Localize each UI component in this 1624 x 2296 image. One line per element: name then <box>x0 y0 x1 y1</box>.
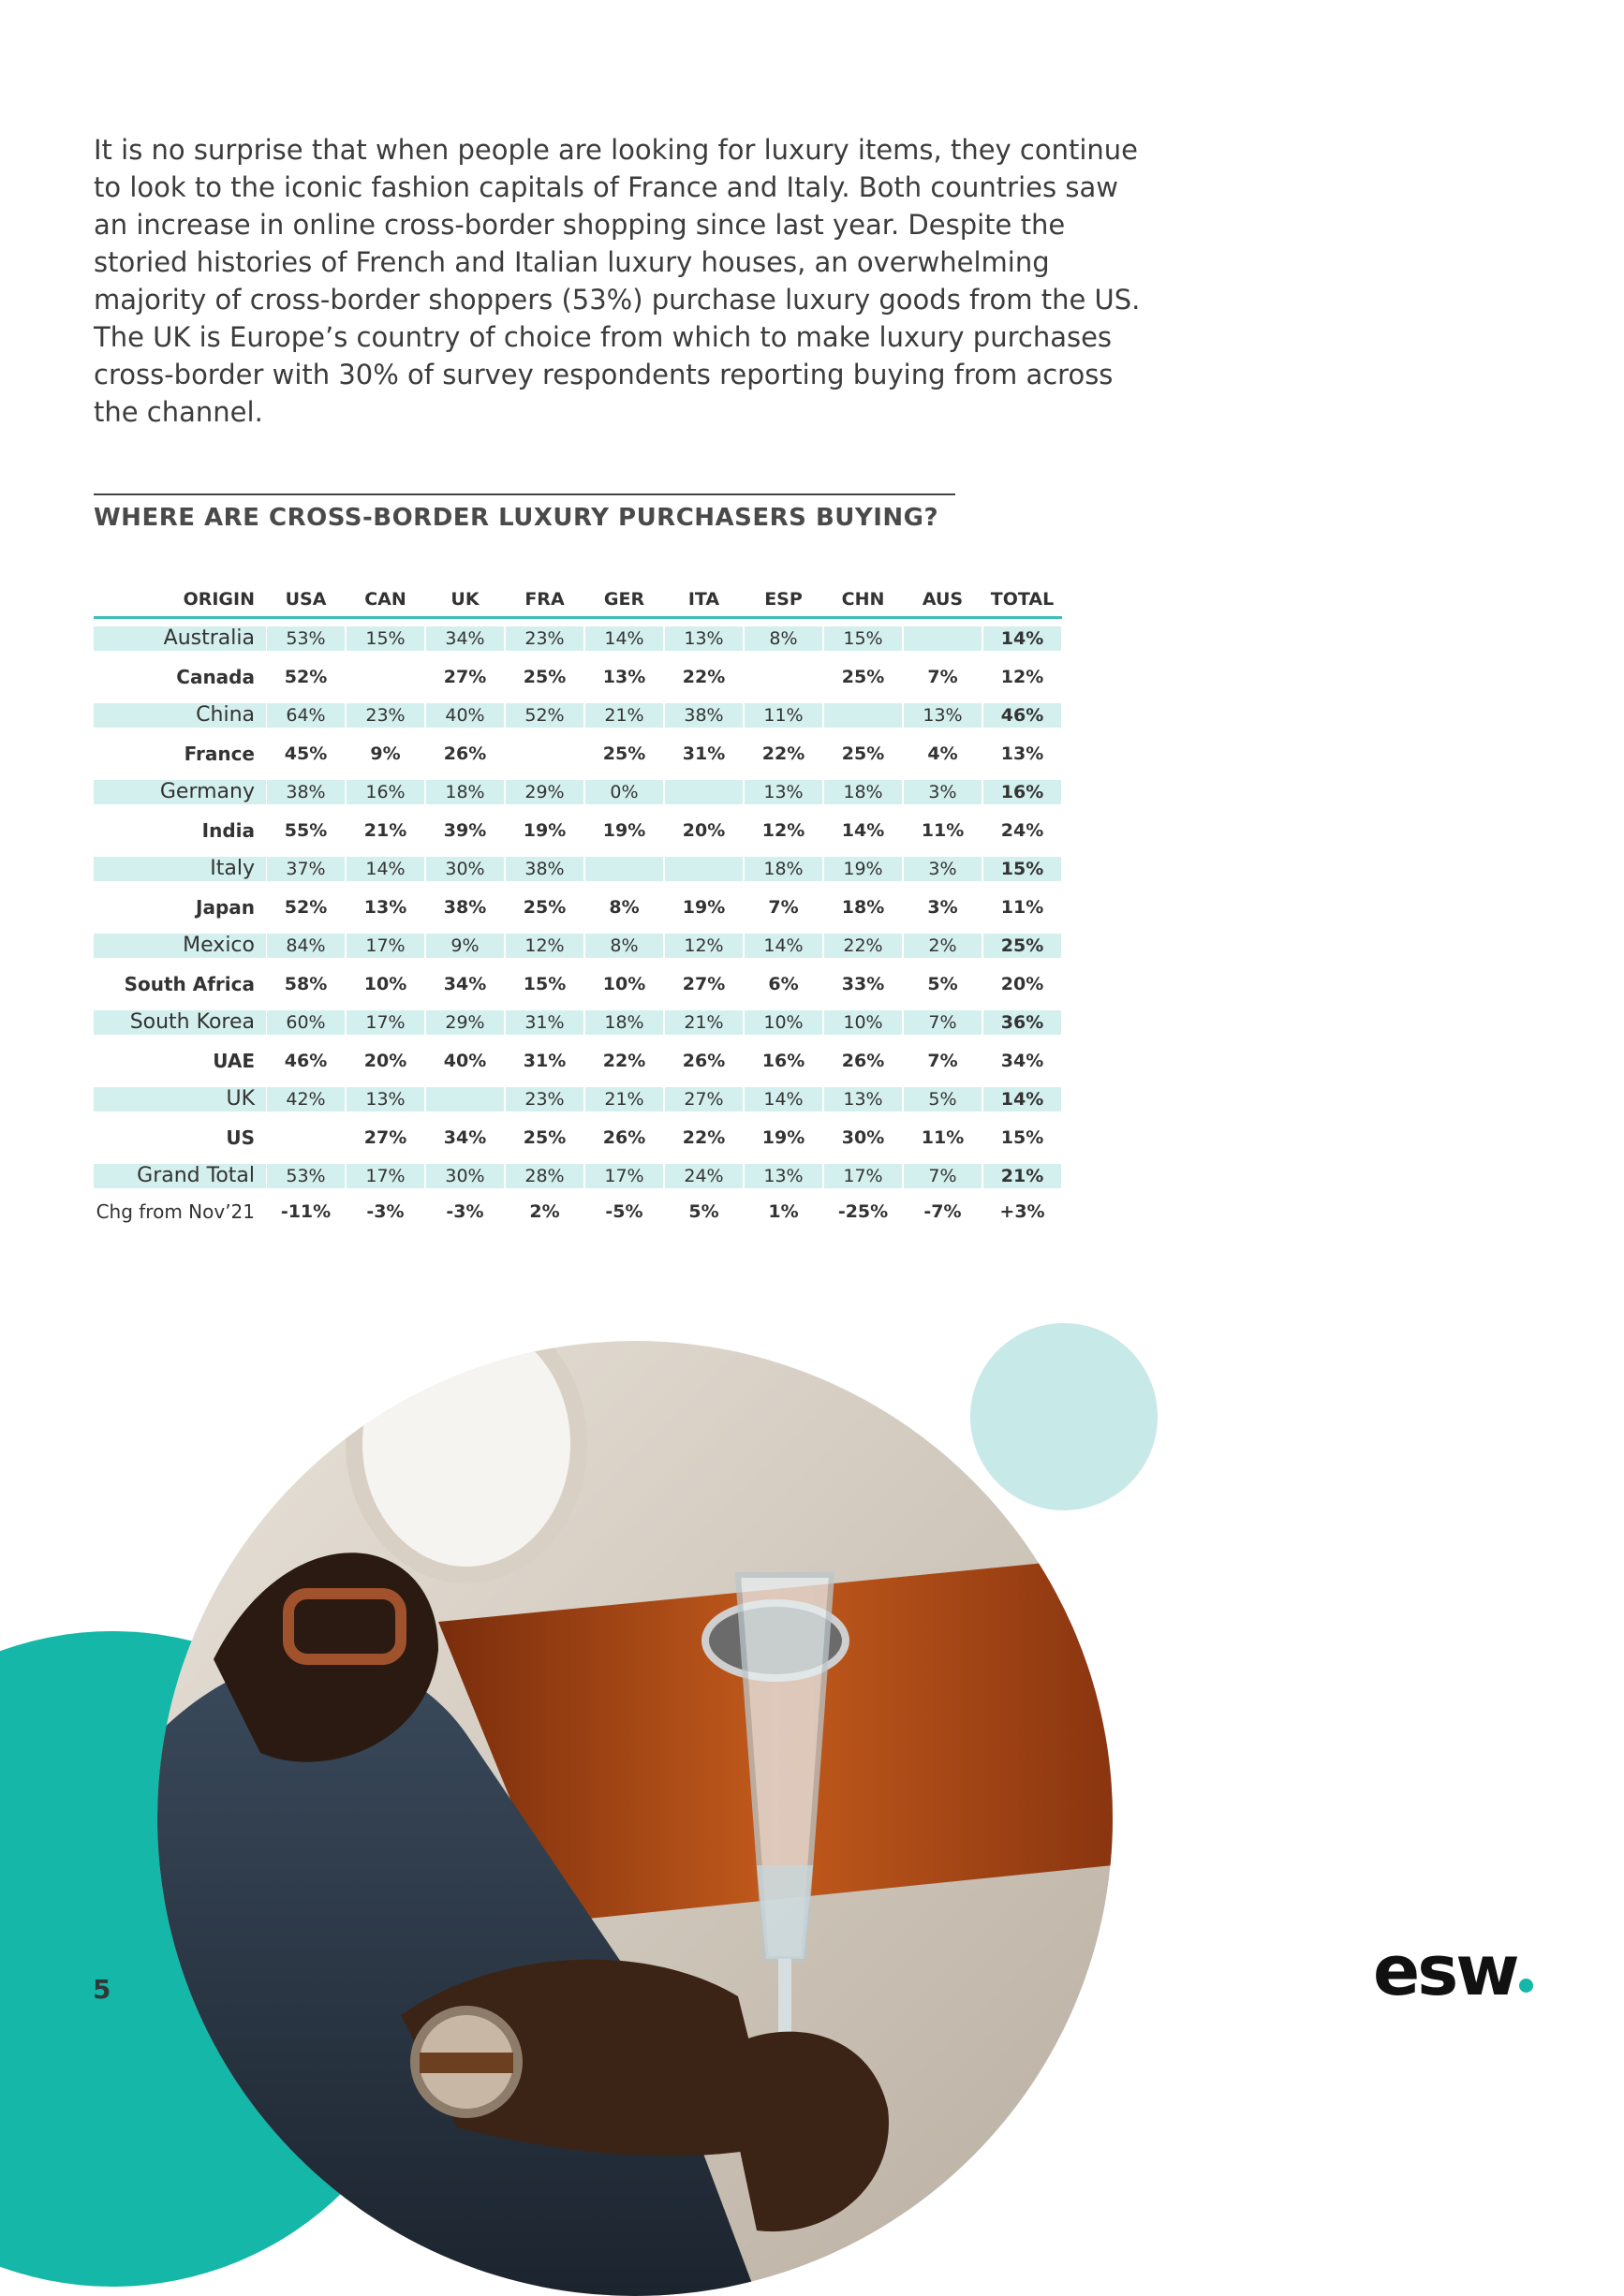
value-cell: 20% <box>682 819 726 841</box>
value-cell: 30% <box>425 849 505 888</box>
origin-cell: Grand Total <box>94 1156 266 1195</box>
value-cell: 29% <box>505 773 584 811</box>
value-cell: 40% <box>443 1050 487 1071</box>
value-cell: 22% <box>682 666 726 687</box>
value-cell: 18% <box>584 1003 664 1041</box>
value-cell: 13% <box>903 696 982 734</box>
table-row <box>94 619 1062 657</box>
value-cell: 27% <box>664 1080 744 1118</box>
value-cell <box>744 657 823 696</box>
value-cell: 38% <box>664 696 744 734</box>
origin-cell: Chg from Nov’21 <box>96 1200 255 1223</box>
value-cell: 37% <box>266 849 346 888</box>
value-cell: 60% <box>266 1003 346 1041</box>
value-cell: -3% <box>446 1201 484 1222</box>
origin-cell: China <box>94 696 266 734</box>
value-cell: 10% <box>823 1003 903 1041</box>
value-cell: 19% <box>602 819 646 841</box>
value-cell: 15% <box>823 619 903 657</box>
origin-cell: Australia <box>94 619 266 657</box>
value-cell: 14% <box>346 849 425 888</box>
value-cell: -11% <box>280 1201 332 1222</box>
value-cell: 1% <box>768 1201 799 1222</box>
value-cell: 14% <box>982 1080 1062 1118</box>
value-cell: 40% <box>425 696 505 734</box>
value-cell: 18% <box>823 773 903 811</box>
table-title: WHERE ARE CROSS-BORDER LUXURY PURCHASERS BUYING? <box>94 504 939 532</box>
value-cell <box>903 619 982 657</box>
value-cell: 58% <box>284 973 328 994</box>
value-cell: 8% <box>744 619 823 657</box>
value-cell <box>664 849 744 888</box>
value-cell: 53% <box>266 1156 346 1195</box>
value-cell: 53% <box>266 619 346 657</box>
value-cell: 31% <box>505 1003 584 1041</box>
value-cell: 3% <box>927 896 958 918</box>
value-cell: -7% <box>923 1201 962 1222</box>
value-cell: 34% <box>1000 1050 1044 1071</box>
value-cell: 14% <box>982 619 1062 657</box>
table-row <box>94 657 1062 696</box>
value-cell: 7% <box>927 666 958 687</box>
value-cell: 13% <box>823 1080 903 1118</box>
value-cell: 7% <box>927 1050 958 1071</box>
table-row <box>94 1195 1062 1229</box>
value-cell: 19% <box>823 849 903 888</box>
value-cell: 27% <box>443 666 487 687</box>
value-cell: 84% <box>266 926 346 964</box>
value-cell: 30% <box>425 1156 505 1195</box>
value-cell: 25% <box>841 743 885 764</box>
value-cell: 16% <box>761 1050 805 1071</box>
value-cell <box>425 1080 505 1118</box>
origin-cell: Mexico <box>94 926 266 964</box>
table-header-row <box>94 582 1062 619</box>
value-cell: 13% <box>1000 743 1044 764</box>
value-cell <box>266 1118 346 1156</box>
value-cell <box>505 734 584 773</box>
value-cell: 31% <box>682 743 726 764</box>
value-cell: 21% <box>664 1003 744 1041</box>
value-cell: 16% <box>346 773 425 811</box>
value-cell: 16% <box>982 773 1062 811</box>
value-cell: 23% <box>505 1080 584 1118</box>
value-cell: 52% <box>284 666 328 687</box>
value-cell: 11% <box>921 819 965 841</box>
value-cell: 25% <box>841 666 885 687</box>
value-cell: 25% <box>523 1126 567 1148</box>
origin-cell: Canada <box>176 665 255 688</box>
value-cell: 21% <box>363 819 407 841</box>
value-cell: 17% <box>823 1156 903 1195</box>
value-cell: 28% <box>505 1156 584 1195</box>
value-cell: 4% <box>927 743 958 764</box>
value-cell: 5% <box>927 973 958 994</box>
value-cell: 34% <box>425 619 505 657</box>
column-header: GER <box>584 582 664 619</box>
value-cell: 0% <box>584 773 664 811</box>
value-cell: 10% <box>744 1003 823 1041</box>
origin-cell: Japan <box>196 895 255 919</box>
column-header: ITA <box>664 582 744 619</box>
column-header: FRA <box>505 582 584 619</box>
page-number: 5 <box>93 1974 111 2005</box>
value-cell: 9% <box>370 743 401 764</box>
esw-logo <box>1373 1931 1533 2011</box>
logo-dot <box>1519 1979 1533 1993</box>
value-cell: 39% <box>443 819 487 841</box>
value-cell: 45% <box>284 743 328 764</box>
value-cell: 64% <box>266 696 346 734</box>
value-cell <box>823 696 903 734</box>
value-cell: 9% <box>425 926 505 964</box>
value-cell: 15% <box>1000 1126 1044 1148</box>
value-cell: -3% <box>366 1201 405 1222</box>
value-cell: 21% <box>982 1156 1062 1195</box>
table-row <box>94 1041 1062 1080</box>
value-cell: 33% <box>841 973 885 994</box>
table-row <box>94 811 1062 849</box>
value-cell: 23% <box>505 619 584 657</box>
column-header: ORIGIN <box>94 582 266 619</box>
value-cell: 15% <box>346 619 425 657</box>
table-row <box>94 1003 1062 1041</box>
origin-cell: UAE <box>213 1049 255 1072</box>
value-cell: 24% <box>664 1156 744 1195</box>
value-cell <box>346 657 425 696</box>
value-cell: 25% <box>523 666 567 687</box>
value-cell: 7% <box>768 896 799 918</box>
column-header: CAN <box>346 582 425 619</box>
value-cell: 22% <box>602 1050 646 1071</box>
value-cell: 5% <box>688 1201 719 1222</box>
column-header: TOTAL <box>982 582 1062 619</box>
value-cell: +3% <box>999 1201 1045 1222</box>
value-cell: 27% <box>682 973 726 994</box>
origin-cell: Germany <box>94 773 266 811</box>
value-cell: 8% <box>609 896 640 918</box>
value-cell: 2% <box>529 1201 560 1222</box>
value-cell: 15% <box>982 849 1062 888</box>
table-row <box>94 773 1062 811</box>
value-cell: 42% <box>266 1080 346 1118</box>
value-cell: 12% <box>664 926 744 964</box>
value-cell: 23% <box>346 696 425 734</box>
decorative-light-circle <box>970 1323 1158 1510</box>
value-cell: 20% <box>363 1050 407 1071</box>
value-cell: 3% <box>903 773 982 811</box>
value-cell: 55% <box>284 819 328 841</box>
value-cell: 52% <box>284 896 328 918</box>
value-cell: 18% <box>744 849 823 888</box>
table-row <box>94 1118 1062 1156</box>
value-cell: 17% <box>346 1156 425 1195</box>
origin-cell: South Korea <box>94 1003 266 1041</box>
value-cell: 14% <box>744 926 823 964</box>
value-cell: 11% <box>1000 896 1044 918</box>
value-cell: 38% <box>443 896 487 918</box>
value-cell: 34% <box>443 973 487 994</box>
section-divider <box>94 493 955 495</box>
value-cell: 38% <box>505 849 584 888</box>
intro-paragraph: It is no surprise that when people are looking for luxury items, they continue to look to the iconic fashion capitals of France and Italy. Both countries saw an increase in online cross-border shopping since last year. Despite the storied histories of French and Italian luxury houses, an overwhelming majority of cross-border shoppers (53%) purchase luxury goods from the US. The UK is Europe’s country of choice from which to make luxury purchases cross-border with 30% of survey respondents reporting buying from across the channel. <box>94 134 1141 428</box>
value-cell: 26% <box>602 1126 646 1148</box>
value-cell: 14% <box>584 619 664 657</box>
origin-cell: South Africa <box>124 972 255 995</box>
value-cell <box>584 849 664 888</box>
table-row <box>94 696 1062 734</box>
value-cell: 3% <box>903 849 982 888</box>
column-header: AUS <box>903 582 982 619</box>
value-cell: 26% <box>841 1050 885 1071</box>
table-row <box>94 1156 1062 1195</box>
hero-photo <box>157 1341 1113 2296</box>
value-cell: 20% <box>1000 973 1044 994</box>
value-cell: 19% <box>761 1126 805 1148</box>
origin-cell: France <box>184 742 255 765</box>
value-cell: 25% <box>982 926 1062 964</box>
value-cell: 52% <box>505 696 584 734</box>
value-cell: 13% <box>346 1080 425 1118</box>
value-cell: 7% <box>903 1156 982 1195</box>
value-cell: 22% <box>823 926 903 964</box>
value-cell: 26% <box>682 1050 726 1071</box>
value-cell: 46% <box>982 696 1062 734</box>
value-cell: 27% <box>363 1126 407 1148</box>
value-cell: -25% <box>837 1201 889 1222</box>
value-cell: 7% <box>903 1003 982 1041</box>
table-row <box>94 926 1062 964</box>
value-cell: 17% <box>346 1003 425 1041</box>
value-cell: 8% <box>584 926 664 964</box>
value-cell: 18% <box>425 773 505 811</box>
table-row <box>94 964 1062 1003</box>
value-cell: 22% <box>761 743 805 764</box>
origin-cell: UK <box>94 1080 266 1118</box>
origin-cell: US <box>226 1126 255 1149</box>
value-cell: 2% <box>903 926 982 964</box>
value-cell: 10% <box>602 973 646 994</box>
value-cell: 36% <box>982 1003 1062 1041</box>
column-header: UK <box>425 582 505 619</box>
value-cell: 30% <box>841 1126 885 1148</box>
value-cell: 26% <box>443 743 487 764</box>
origin-cell: Italy <box>94 849 266 888</box>
value-cell: 11% <box>921 1126 965 1148</box>
value-cell <box>664 773 744 811</box>
value-cell: 5% <box>903 1080 982 1118</box>
value-cell: 38% <box>266 773 346 811</box>
value-cell: 13% <box>602 666 646 687</box>
value-cell: 17% <box>584 1156 664 1195</box>
value-cell: 6% <box>768 973 799 994</box>
value-cell: 12% <box>761 819 805 841</box>
value-cell: 46% <box>284 1050 328 1071</box>
value-cell: 29% <box>425 1003 505 1041</box>
table-row <box>94 888 1062 926</box>
column-header: USA <box>266 582 346 619</box>
value-cell: 13% <box>363 896 407 918</box>
value-cell: 22% <box>682 1126 726 1148</box>
value-cell: 13% <box>744 1156 823 1195</box>
value-cell: 18% <box>841 896 885 918</box>
logo-text: esw <box>1373 1931 1517 2011</box>
value-cell: -5% <box>605 1201 643 1222</box>
value-cell: 21% <box>584 696 664 734</box>
table-row <box>94 734 1062 773</box>
value-cell: 12% <box>505 926 584 964</box>
value-cell: 21% <box>584 1080 664 1118</box>
column-header: ESP <box>744 582 823 619</box>
column-header: CHN <box>823 582 903 619</box>
value-cell: 25% <box>602 743 646 764</box>
table-row <box>94 1080 1062 1118</box>
value-cell: 19% <box>682 896 726 918</box>
value-cell: 31% <box>523 1050 567 1071</box>
value-cell: 25% <box>523 896 567 918</box>
value-cell: 13% <box>744 773 823 811</box>
value-cell: 15% <box>523 973 567 994</box>
value-cell: 14% <box>841 819 885 841</box>
value-cell: 14% <box>744 1080 823 1118</box>
value-cell: 12% <box>1000 666 1044 687</box>
origin-cell: India <box>201 818 255 842</box>
value-cell: 17% <box>346 926 425 964</box>
luxury-purchase-table <box>94 582 1062 1229</box>
value-cell: 19% <box>523 819 567 841</box>
value-cell: 24% <box>1000 819 1044 841</box>
value-cell: 34% <box>443 1126 487 1148</box>
value-cell: 10% <box>363 973 407 994</box>
value-cell: 13% <box>664 619 744 657</box>
value-cell: 11% <box>744 696 823 734</box>
table-row <box>94 849 1062 888</box>
